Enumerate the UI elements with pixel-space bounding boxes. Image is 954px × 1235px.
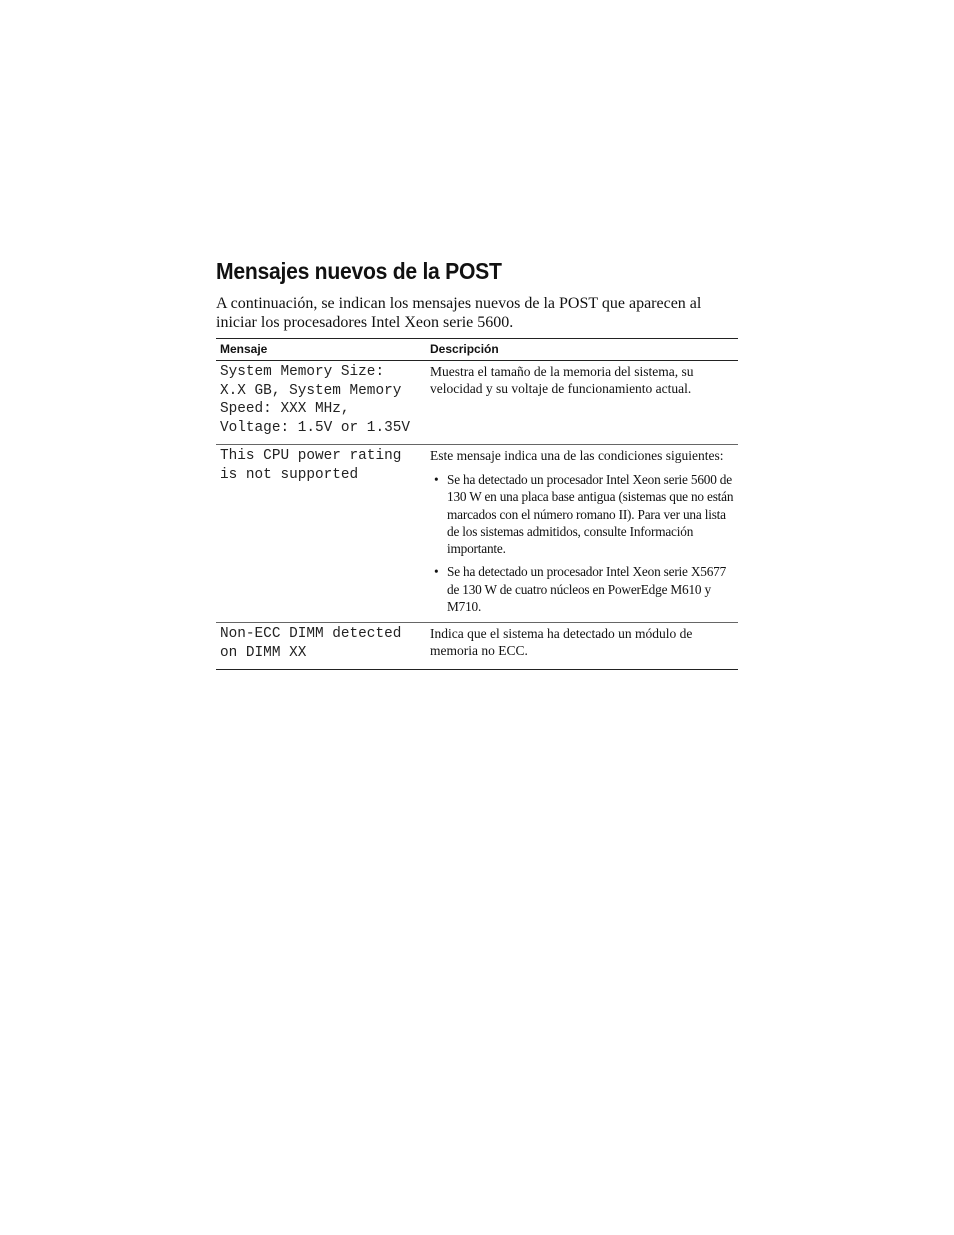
column-header-description: Descripción (426, 339, 738, 361)
post-messages-table (216, 338, 738, 670)
message-cell: This CPU power rating is not supported (216, 445, 426, 623)
table-header-row (216, 339, 738, 361)
message-cell: Non-ECC DIMM detected on DIMM XX (216, 623, 426, 670)
description-text: Este mensaje indica una de las condiciones siguientes: (430, 448, 724, 463)
table-row (216, 361, 738, 445)
column-header-message: Mensaje (216, 339, 426, 361)
list-item-text: Se ha detectado un procesador Intel Xeon serie 5600 de 130 W en una placa base antigua (sistemas que no están marcados con el número romano II). Para ver una lista de los sistemas admitidos, consulte Información importante. (447, 472, 734, 557)
document-section (216, 256, 738, 670)
bullet-icon: • (434, 472, 439, 487)
description-cell (426, 623, 738, 670)
description-cell (426, 445, 738, 623)
page-title: Mensajes nuevos de la POST (216, 258, 502, 284)
table-row (216, 445, 738, 623)
list-item-text: Se ha detectado un procesador Intel Xeon serie X5677 de 130 W de cuatro núcleos en PowerEdge M610 y M710. (447, 564, 727, 615)
condition-list (430, 471, 734, 615)
description-text: Muestra el tamaño de la memoria del sistema, su velocidad y su voltaje de funcionamiento actual. (430, 364, 694, 396)
table-row (216, 623, 738, 670)
intro-paragraph: A continuación, se indican los mensajes nuevos de la POST que aparecen al iniciar los procesadores Intel Xeon serie 5600. (216, 295, 702, 331)
description-cell (426, 361, 738, 445)
message-cell: System Memory Size: X.X GB, System Memory Speed: XXX MHz, Voltage: 1.5V or 1.35V (216, 361, 426, 445)
bullet-icon: • (434, 564, 439, 580)
list-item (430, 471, 734, 557)
description-text: Indica que el sistema ha detectado un módulo de memoria no ECC. (430, 626, 693, 659)
list-item (430, 563, 734, 615)
